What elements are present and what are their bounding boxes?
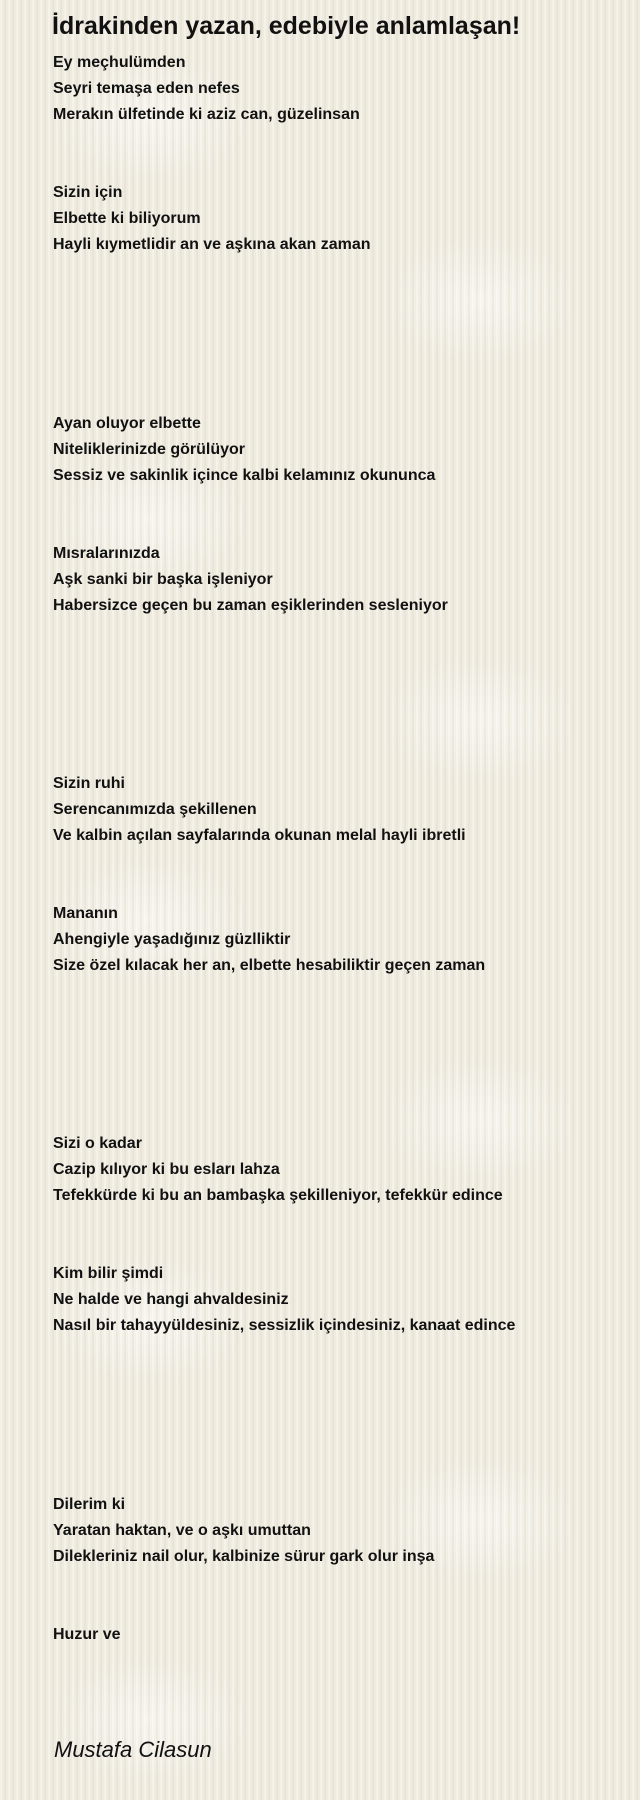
poem-line: Habersizce geçen bu zaman eşiklerinden sesleniyor <box>53 597 448 614</box>
poem-line: Sizin ruhi <box>53 775 125 792</box>
poem-line: Huzur ve <box>53 1626 121 1643</box>
stanza <box>53 411 633 489</box>
poem-line: Serencanımızda şekillenen <box>53 801 257 818</box>
stanza <box>53 1622 633 1648</box>
poem-line: Kim bilir şimdi <box>53 1265 164 1282</box>
poem-line: Tefekkürde ki bu an bambaşka şekilleniyor, tefekkür edince <box>53 1187 503 1204</box>
poem-line: Dilekleriniz nail olur, kalbinize sürur gark olur inşa <box>53 1548 435 1565</box>
poem-line: Ahengiyle yaşadığınız güzlliktir <box>53 931 291 948</box>
poem-line: Elbette ki biliyorum <box>53 210 201 227</box>
poem-line: Seyri temaşa eden nefes <box>53 80 240 97</box>
poem-line: Ve kalbin açılan sayfalarında okunan melal hayli ibretli <box>53 827 466 844</box>
poem-title: İdrakinden yazan, edebiyle anlamlaşan! <box>52 12 521 40</box>
poem-line: Aşk sanki bir başka işleniyor <box>53 571 273 588</box>
poem-line: Mananın <box>53 905 118 922</box>
poem-line: Sessiz ve sakinlik içince kalbi kelamınız okununca <box>53 467 436 484</box>
poem-line: Mısralarınızda <box>53 545 160 562</box>
poem-line: Niteliklerinizde görülüyor <box>53 441 246 458</box>
poem-line: Hayli kıymetlidir an ve aşkına akan zaman <box>53 236 371 253</box>
poem-line: Dilerim ki <box>53 1496 126 1513</box>
stanza <box>53 771 633 849</box>
stanza <box>53 1261 633 1339</box>
poem-line: Sizi o kadar <box>53 1135 142 1152</box>
poem-line: Sizin için <box>53 184 123 201</box>
poem-line: Cazip kılıyor ki bu esları lahza <box>53 1161 280 1178</box>
stanza <box>53 1131 633 1209</box>
author-signature: Mustafa Cilasun <box>54 1737 212 1762</box>
poem-line: Yaratan haktan, ve o aşkı umuttan <box>53 1522 311 1539</box>
poem-line: Ayan oluyor elbette <box>53 415 201 432</box>
poem-line: Ne halde ve hangi ahvaldesiniz <box>53 1291 289 1308</box>
stanza <box>53 541 633 619</box>
poem-line: Nasıl bir tahayyüldesiniz, sessizlik içindesiniz, kanaat edince <box>53 1317 516 1334</box>
stanza <box>53 901 633 979</box>
stanza <box>53 180 633 258</box>
poem-line: Size özel kılacak her an, elbette hesabiliktir geçen zaman <box>53 957 486 974</box>
poem-line: Merakın ülfetinde ki aziz can, güzelinsan <box>53 106 360 123</box>
stanza <box>53 50 633 128</box>
stanza <box>53 1492 633 1570</box>
poem-line: Ey meçhulümden <box>53 54 186 71</box>
